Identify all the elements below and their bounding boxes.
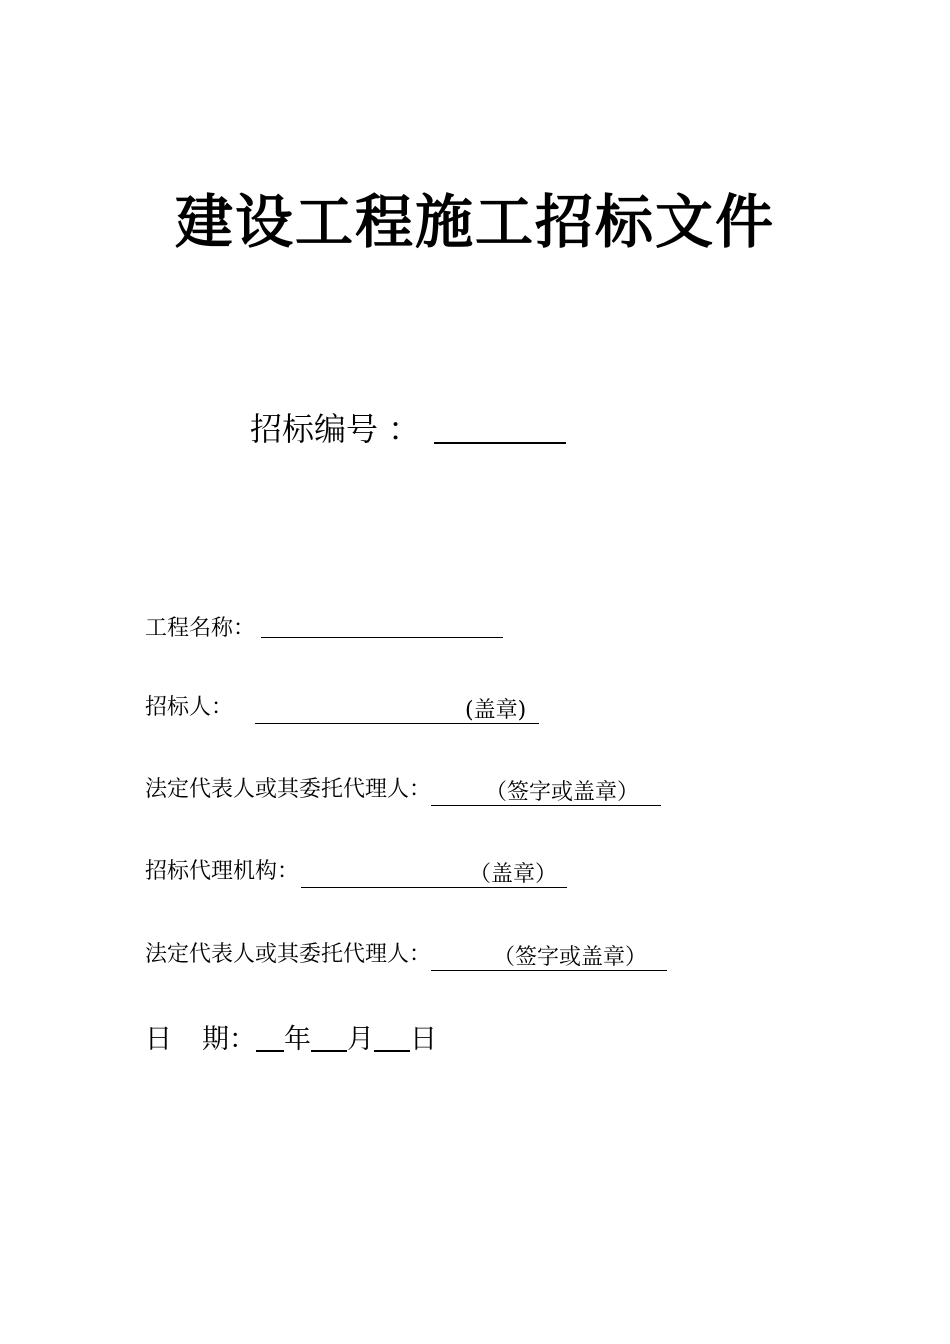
- date-line: [145, 1020, 437, 1059]
- legal-rep-2-blank[interactable]: [431, 945, 667, 971]
- project-name-blank[interactable]: [261, 612, 503, 638]
- date-day-label: 日: [410, 1024, 437, 1055]
- day-blank[interactable]: [374, 1020, 410, 1052]
- date-year-label: 年: [284, 1024, 311, 1055]
- legal-rep-2-line: [145, 940, 667, 971]
- agency-line: [145, 857, 567, 888]
- bid-number-blank[interactable]: [434, 412, 566, 444]
- date-label-day: 日: [145, 1024, 172, 1055]
- bid-number-label: 招标编号 ：: [250, 410, 421, 448]
- month-blank[interactable]: [311, 1020, 347, 1052]
- year-blank[interactable]: [256, 1020, 284, 1052]
- project-name-label: 工程名称：: [145, 616, 256, 641]
- bid-number-line: [250, 407, 566, 451]
- date-label-period: 期：: [202, 1024, 256, 1055]
- agency-seal-note: （盖章）: [469, 862, 558, 887]
- legal-rep-2-note: （签字或盖章）: [493, 945, 648, 970]
- tenderer-seal-note: (盖章): [465, 698, 527, 723]
- legal-rep-1-blank[interactable]: [431, 780, 661, 806]
- legal-rep-2-label: 法定代表人或其委托代理人：: [145, 942, 432, 967]
- date-month-label: 月: [347, 1024, 374, 1055]
- tenderer-blank[interactable]: [255, 698, 539, 724]
- document-title: 建设工程施工招标文件: [174, 188, 775, 256]
- tenderer-line: [145, 693, 539, 724]
- agency-blank[interactable]: [301, 862, 567, 888]
- legal-rep-1-line: [145, 775, 661, 806]
- agency-label: 招标代理机构：: [145, 859, 300, 884]
- tenderer-label: 招标人：: [145, 695, 234, 720]
- project-name-line: [145, 612, 503, 644]
- legal-rep-1-note: （签字或盖章）: [485, 780, 640, 805]
- legal-rep-1-label: 法定代表人或其委托代理人：: [145, 777, 432, 802]
